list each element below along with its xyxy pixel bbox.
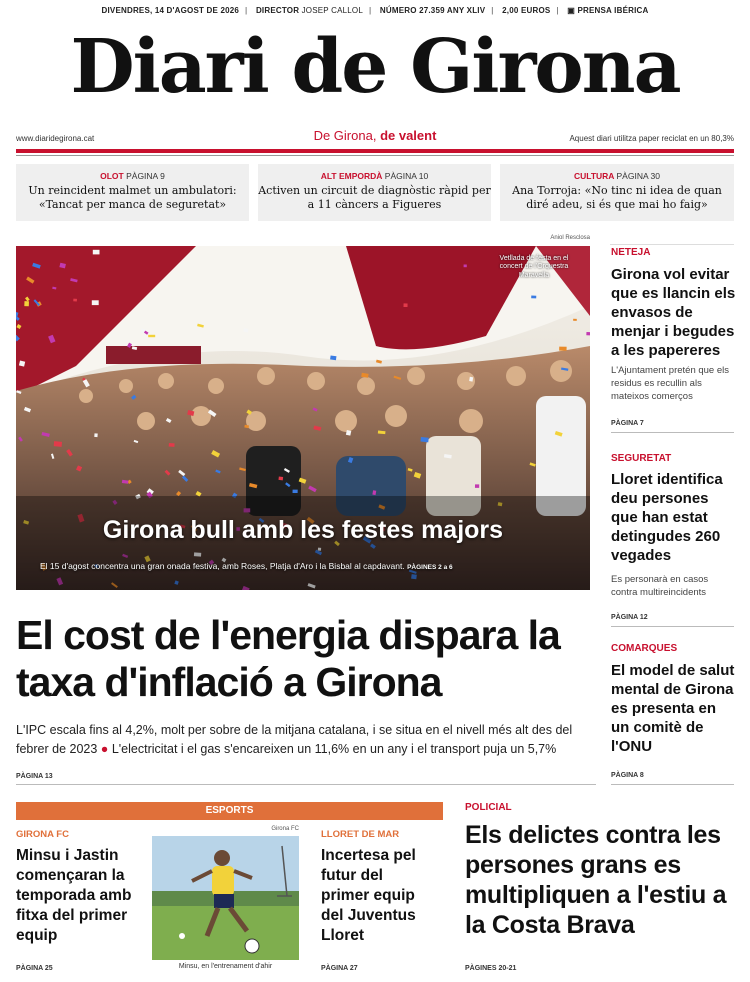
sidebar-headline[interactable]: Lloret identifica deu persones que han estat detingudes 260 vegades <box>611 471 723 564</box>
issue-number: NÚMERO 27.359 <box>379 6 445 15</box>
sidebar-body: Es personarà en casos contra multireincidents <box>611 574 709 598</box>
director-label: DIRECTOR <box>255 6 300 15</box>
photo-subtitle-text: El 15 d'agost concentra una gran onada festiva, amb Roses, Platja d'Aro i la Bisbal al capdavant. <box>40 561 405 571</box>
divider <box>611 626 734 627</box>
confetti-piece <box>475 484 479 488</box>
divider <box>611 784 734 785</box>
motto-a: De Girona, <box>313 128 381 143</box>
lead-headline[interactable]: El cost de l'energia dispara la taxa d'inflació a Girona <box>16 612 560 705</box>
lead-body <box>16 721 596 759</box>
photo-subtitle <box>40 561 580 571</box>
teaser-tag <box>500 171 734 182</box>
teaser-cultura[interactable] <box>500 164 734 221</box>
teaser-page: PÀGINA 9 <box>126 171 165 181</box>
sidebar-headline[interactable]: Girona vol evitar que es llancin els envasos de menjar i begudes a les papereres <box>611 266 736 359</box>
confetti-piece <box>169 443 175 447</box>
football-player-image <box>152 836 299 960</box>
bullet-icon: ● <box>100 742 109 756</box>
esports-page: PÀGINA 25 <box>16 965 53 972</box>
confetti-piece <box>330 355 336 360</box>
confetti-piece <box>93 250 100 255</box>
sidebar-headline[interactable]: El model de salut mental de Girona es presenta en un comitè de l'ONU <box>611 662 735 755</box>
divider <box>611 432 734 433</box>
photo-pages: PÀGINES 2 a 6 <box>407 564 453 571</box>
confetti-piece <box>531 296 536 299</box>
sidebar-page: PÀGINA 8 <box>611 772 644 779</box>
confetti-piece <box>403 303 407 307</box>
confetti-piece <box>469 377 473 382</box>
esports-photo-credit: Girona FC <box>271 826 299 832</box>
recycle-note: Aquest diari utilitza paper reciclat en un 80,3% <box>569 134 734 143</box>
newspaper-logo[interactable]: Diari de Girona <box>70 24 680 110</box>
confetti-piece <box>278 477 283 481</box>
teaser-section: OLOT <box>100 171 124 181</box>
teaser-page: PÀGINA 30 <box>616 171 660 181</box>
lead-body-a: L'IPC escala fins al 4,2%, molt per sobre de la mitjana catalana, i se situa en el nivell més alt des del febrer de 2023 <box>16 723 573 756</box>
issue-year: ANY XLIV <box>446 6 486 15</box>
esports-photo-caption: Minsu, en l'entrenament d'ahir <box>178 963 273 970</box>
masthead-info: DIVENDRES, 14 D'AGOST DE 2026 | DIRECTOR JOSEP CALLOL | NÚMERO 27.359 ANY XLIV | 2,00 EUROS | ▣ PRENSA IBÉRICA <box>101 6 649 15</box>
motto-b: de valent <box>380 128 437 143</box>
teaser-tag <box>16 171 249 182</box>
price: 2,00 EUROS <box>502 6 551 15</box>
policial-page: PÀGINES 20-21 <box>465 965 517 972</box>
esports-tag: LLORET DE MAR <box>321 829 400 840</box>
confetti-piece <box>464 265 467 268</box>
confetti-piece <box>573 319 577 321</box>
esports-photo[interactable] <box>152 836 299 960</box>
teaser-text: Ana Torroja: «No tinc ni idea de quan diré adeu, si és que mai ho faig» <box>512 184 722 212</box>
site-url[interactable]: www.diaridegirona.cat <box>16 134 95 143</box>
policial-tag: POLICIAL <box>465 802 512 813</box>
masthead-subline <box>16 128 734 146</box>
confetti-piece <box>73 299 77 302</box>
confetti-piece <box>24 301 29 306</box>
esports-page: PÀGINA 27 <box>321 965 358 972</box>
teaser-page: PÀGINA 10 <box>384 171 429 181</box>
photo-title[interactable]: Girona bull amb les festes majors <box>102 516 504 544</box>
section-bar-esports[interactable]: ESPORTS <box>16 802 443 820</box>
confetti-piece <box>420 437 428 442</box>
lead-body-b: L'electricitat i el gas s'encareixen un 11,6% en un any i el transport puja un 5,7% <box>111 742 557 756</box>
group-name: PRENSA IBÉRICA <box>577 6 649 15</box>
sidebar-tag: COMARQUES <box>611 643 678 654</box>
esports-tag: GIRONA FC <box>16 829 69 840</box>
confetti-piece <box>94 433 97 437</box>
confetti-piece <box>293 490 298 493</box>
director-name: JOSEP CALLOL <box>301 6 364 15</box>
issue-date: DIVENDRES, 14 D'AGOST DE 2026 <box>101 6 240 15</box>
sidebar-page: PÀGINA 7 <box>611 420 644 427</box>
confetti-piece <box>54 441 62 447</box>
masthead-thin-rule <box>16 155 734 156</box>
teaser-tag <box>258 171 491 182</box>
divider <box>610 244 734 245</box>
divider <box>16 784 596 785</box>
photo-credit: Aniol Resclosa <box>550 235 590 241</box>
teaser-alt-emporda[interactable] <box>258 164 491 221</box>
confetti-piece <box>586 332 590 335</box>
sidebar-body: L'Ajuntament pretén que els residus es recullin als mateixos comerços <box>611 365 730 402</box>
photo-note: Vetllada de festa en el concert de l'Orquestra Maravella <box>499 255 569 279</box>
policial-headline[interactable]: Els delictes contra les persones grans es multipliquen a l'estiu a la Costa Brava <box>465 821 727 939</box>
esports-headline[interactable]: Minsu i Jastin començaran la temporada amb fitxa del primer equip <box>16 847 132 944</box>
teaser-section: ALT EMPORDÀ <box>320 171 383 181</box>
esports-headline[interactable]: Incertesa pel futur del primer equip del Juventus Lloret <box>321 847 416 944</box>
teaser-section: CULTURA <box>574 171 615 181</box>
lead-page: PÀGINA 13 <box>16 773 53 780</box>
confetti-piece <box>92 300 99 305</box>
sidebar-tag: SEGURETAT <box>611 453 672 464</box>
masthead-rule <box>16 149 734 153</box>
confetti-piece <box>559 347 566 351</box>
sidebar-page: PÀGINA 12 <box>611 614 648 621</box>
confetti-piece <box>148 335 155 337</box>
sidebar-tag: NETEJA <box>611 247 651 258</box>
group-logo-icon: ▣ <box>567 6 576 15</box>
teaser-text: Un reincident malmet un ambulatori: «Tancat per manca de seguretat» <box>28 184 237 212</box>
teaser-text: Activen un circuit de diagnòstic ràpid per a 11 càncers a Figueres <box>258 184 491 212</box>
teaser-olot[interactable] <box>16 164 249 221</box>
